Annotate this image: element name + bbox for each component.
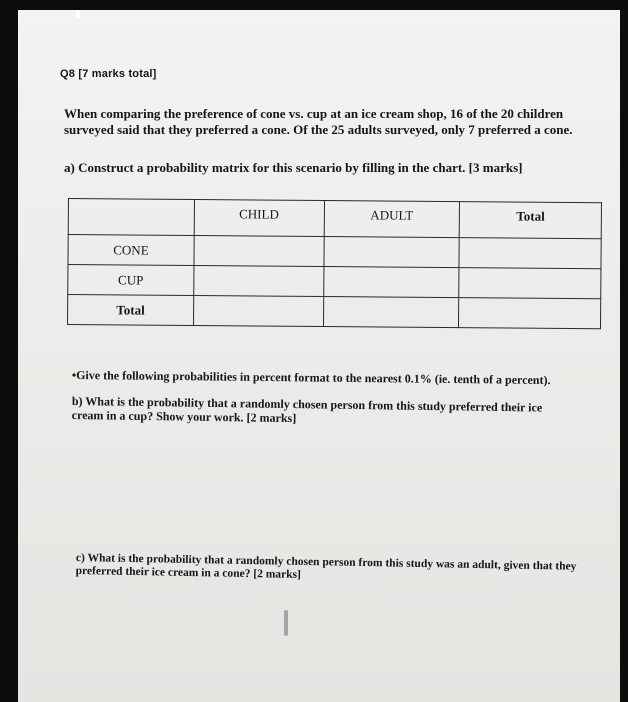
cell-cup-total[interactable] (459, 268, 601, 299)
worksheet-page (18, 10, 620, 702)
question-heading: Q8 [7 marks total] (60, 68, 157, 80)
table-row-cone (68, 235, 601, 269)
cell-cone-total[interactable] (459, 238, 601, 269)
table-row-total (68, 295, 601, 329)
part-b-prompt: b) What is the probability that a randomly chosen person from this study preferred their ice cream in a cup? Show your work. [2 marks] (71, 394, 543, 426)
row-header-total: Total (68, 295, 194, 326)
column-header-total: Total (459, 202, 601, 239)
part-a-prompt: a) Construct a probability matrix for this scenario by filling in the chart. [3 marks] (64, 160, 523, 175)
column-header-child: CHILD (194, 199, 324, 236)
cell-cone-child[interactable] (194, 235, 324, 266)
table-corner-cell (68, 199, 194, 236)
column-header-adult: ADULT (324, 201, 460, 238)
cell-total-adult[interactable] (323, 297, 459, 328)
cell-cone-adult[interactable] (324, 237, 460, 268)
part-c-prompt: c) What is the probability that a randomly chosen person from this study was an adult, given that they preferred their ice cream in a cone? [2 marks] (75, 552, 577, 581)
table-row-cup (68, 265, 601, 299)
table-header-row (68, 199, 601, 239)
probability-matrix-table (67, 198, 602, 329)
page-corner-mark (76, 10, 80, 18)
cell-total-child[interactable] (193, 295, 323, 326)
row-header-cup: CUP (68, 265, 194, 296)
row-header-cone: CONE (68, 235, 194, 266)
cell-cup-adult[interactable] (323, 267, 459, 298)
rounding-instruction: •Give the following probabilities in percent format to the nearest 0.1% (ie. tenth of a percent). (71, 368, 551, 388)
question-intro: When comparing the preference of cone vs. cup at an ice cream shop, 16 of the 20 children surveyed said that they preferred a cone. Of the 25 adults surveyed, only 7 preferred a cone. (64, 106, 573, 137)
pencil-mark (284, 610, 288, 636)
cell-total-total[interactable] (459, 298, 601, 329)
cell-cup-child[interactable] (194, 265, 324, 296)
